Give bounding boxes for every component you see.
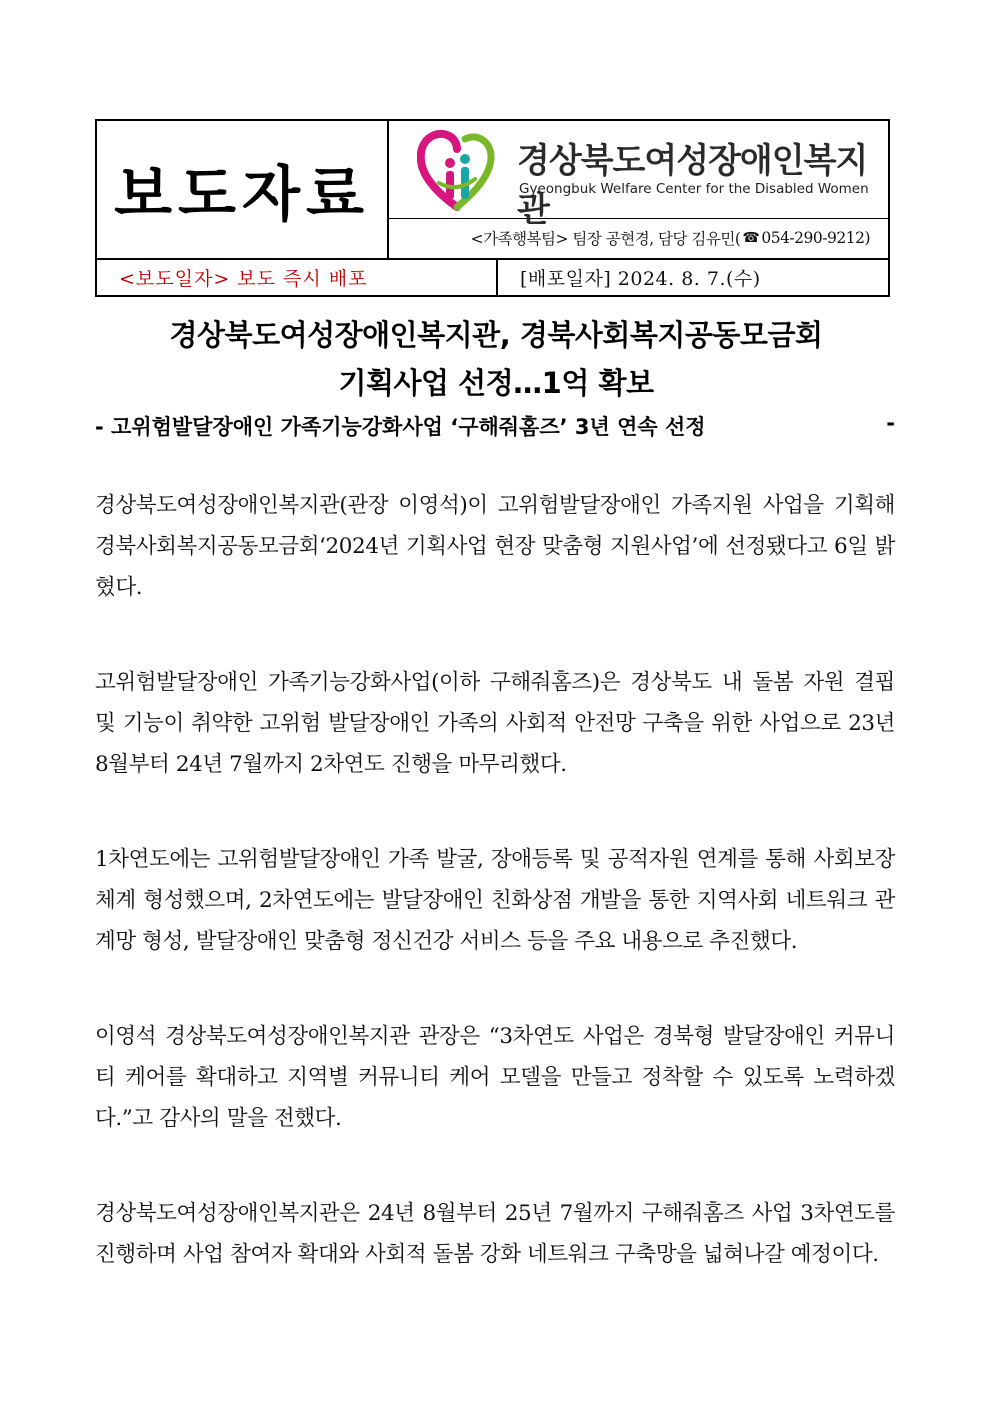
distribution-date: [배포일자] 2024. 8. 7.(수) [520,268,761,290]
heart-logo-icon [417,127,497,213]
organization-name-english: Gyeongbuk Welfare Center for the Disabled Women [519,181,869,197]
subheadline [95,411,895,441]
subheadline-end-dash: - [886,411,895,435]
phone-icon: ☎ [742,230,760,246]
contact-team-text: <가족행복팀> 팀장 공현경, 담당 김유민( [470,230,741,248]
body-paragraph: 경상북도여성장애인복지관(관장 이영석)이 고위험발달장애인 가족지원 사업을 기획해 경북사회복지공동모금회‘2024년 기획사업 현장 맞춤형 지원사업’에 선정됐다고 6일 밝혔다. [95,493,895,600]
release-timing: <보도일자> 보도 즉시 배포 [97,260,498,295]
release-info-row [97,258,888,295]
contact-info [387,218,888,258]
body-paragraph: 이영석 경상북도여성장애인복지관 관장은 “3차연도 사업은 경북형 발달장애인 커뮤니티 케어를 확대하고 지역별 커뮤니티 케어 모델을 만들고 정착할 수 있도록 노력하겠다.”고 감사의 말을 전했다. [95,1024,895,1131]
press-release-label: 보도자료 [114,159,370,230]
organization-logo-cell [387,121,888,230]
press-release-title-cell [97,121,389,258]
press-release-header [95,119,890,297]
body-paragraph: 1차연도에는 고위험발달장애인 가족 발굴, 장애등록 및 공적자원 연계를 통해 사회보장체계 형성했으며, 2차연도에는 발달장애인 친화상점 개발을 통한 지역사회 네트워크 관계망 형성, 발달장애인 맞춤형 정신건강 서비스 등을 주요 내용으로 추진했다. [95,847,895,954]
body-paragraph: 경상북도여성장애인복지관은 24년 8월부터 25년 7월까지 구해줘홈즈 사업 3차연도를 진행하며 사업 참여자 확대와 사회적 돌봄 강화 네트워크 구축망을 넓혀나갈 예정이다. [95,1201,895,1267]
headline-line-1: 경상북도여성장애인복지관, 경북사회복지공동모금회 [169,318,823,352]
contact-phone-number: 054-290-9212) [761,229,870,247]
headline-line-2: 기획사업 선정…1억 확보 [338,366,654,400]
article-body [95,485,895,1329]
subheadline-text: - 고위험발달장애인 가족기능강화사업 ‘구해줘홈즈’ 3년 연속 선정 [95,415,706,439]
organization-name-korean: 경상북도여성장애인복지관 [517,141,868,230]
body-paragraph: 고위험발달장애인 가족기능강화사업(이하 구해줘홈즈)은 경상북도 내 돌봄 자원 결핍 및 기능이 취약한 고위험 발달장애인 가족의 사회적 안전망 구축을 위한 사업으로 23년 8월부터 24년 7월까지 2차연도 진행을 마무리했다. [95,670,895,777]
